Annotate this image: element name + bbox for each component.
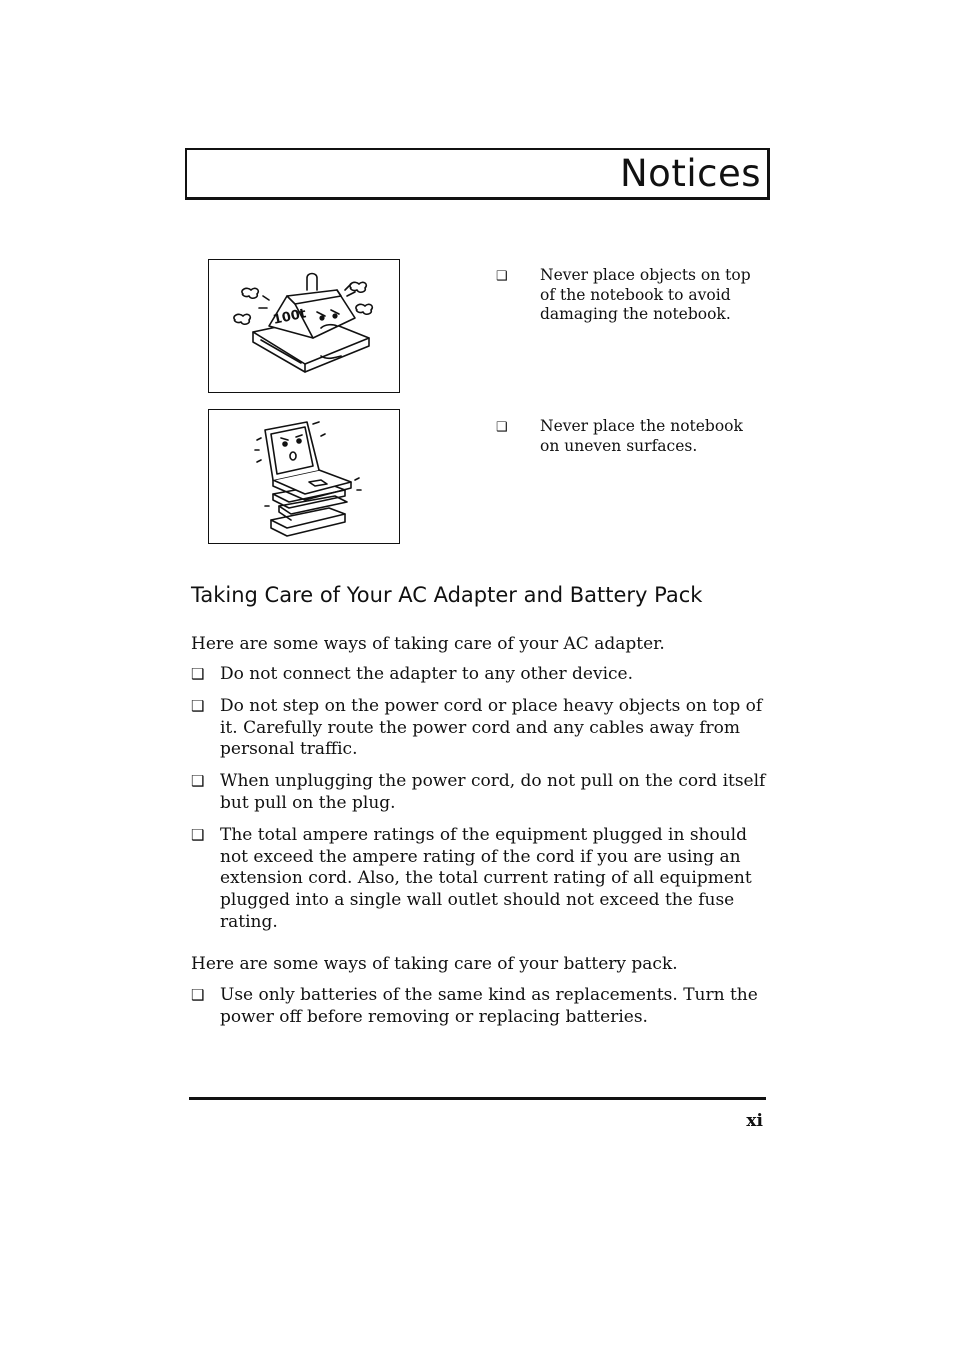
heavy-weight-on-notebook-illustration [208, 259, 400, 393]
list-item-text: Do not connect the adapter to any other device. [220, 664, 633, 684]
checkbox-bullet-icon: ❑ [191, 696, 205, 715]
checkbox-bullet-icon: ❑ [191, 772, 205, 791]
notebook-on-books-illustration [208, 409, 400, 544]
list-item [191, 696, 766, 761]
list-item [191, 825, 766, 934]
checkbox-bullet-icon: ❑ [191, 665, 205, 683]
battery-pack-list [191, 985, 766, 1039]
section-heading: Taking Care of Your AC Adapter and Battery Pack [191, 583, 703, 607]
checkbox-bullet-icon: ❑ [496, 420, 508, 435]
checkbox-bullet-icon: ❑ [191, 986, 205, 1004]
tip-text: Never place the notebook on uneven surfaces. [540, 417, 743, 455]
checkbox-bullet-icon: ❑ [191, 825, 205, 844]
chapter-title: Notices [620, 152, 761, 195]
chapter-header [185, 148, 770, 200]
list-item [191, 664, 766, 686]
list-item-text: When unplugging the power cord, do not pull on the cord itself but pull on the plug. [220, 771, 766, 813]
list-item [191, 771, 766, 815]
checkbox-bullet-icon: ❑ [496, 269, 508, 284]
weight-label: 100t [271, 306, 308, 328]
list-item [191, 985, 766, 1029]
list-item-text: Use only batteries of the same kind as replacements. Turn the power off before removing or replacing batteries. [220, 985, 758, 1027]
ac-adapter-list [191, 664, 766, 944]
tip-text: Never place objects on top of the notebook to avoid damaging the notebook. [540, 266, 751, 323]
ac-adapter-intro: Here are some ways of taking care of your AC adapter. [191, 634, 665, 654]
battery-pack-intro: Here are some ways of taking care of your battery pack. [191, 954, 678, 974]
page-number: xi [746, 1111, 763, 1131]
list-item-text: Do not step on the power cord or place heavy objects on top of it. Carefully route the power cord and any cables away from personal traffic. [220, 695, 763, 760]
footer-divider [189, 1097, 766, 1100]
list-item-text: The total ampere ratings of the equipment plugged in should not exceed the ampere rating of the cord if you are using an extension cord. Also, the total current rating of all equipment plugged into a single wall outlet should not exceed the fuse rating. [220, 824, 752, 932]
